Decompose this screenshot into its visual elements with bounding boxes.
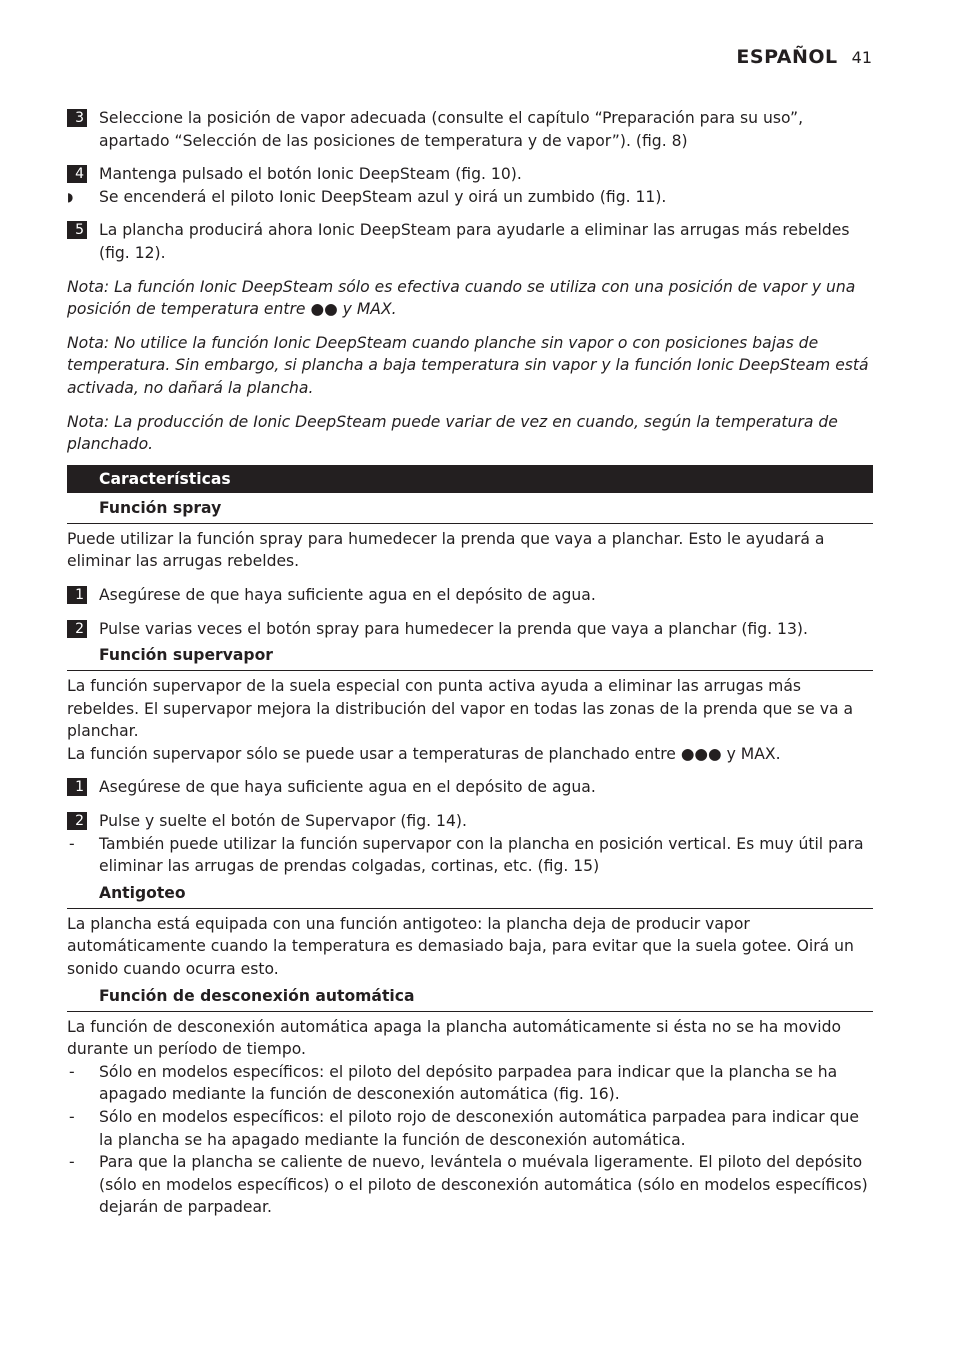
step-3 [67, 107, 873, 152]
bullet-dash: - [69, 1062, 75, 1081]
supervapor-heading: Función supervapor [67, 640, 873, 671]
result-arrow-icon: ◗ [67, 189, 74, 204]
antigoteo-heading: Antigoteo [67, 878, 873, 909]
bullet-dash: - [69, 1108, 75, 1126]
step-text: Seleccione la posición de vapor adecuada (consulte el capítulo “Preparación para su uso”, apartado “Selección de las posiciones de temperatura y de vapor”). (fig. 8) [99, 109, 804, 150]
autooff-bullet-2 [67, 1106, 873, 1151]
spray-step-1 [67, 584, 873, 607]
supervapor-step-2 [67, 810, 873, 833]
step-number: 1 [67, 586, 87, 604]
bullet-text: Sólo en modelos específicos: el piloto del depósito parpadea para indicar que la plancha se ha apagado mediante la función de desconexión automática (fig. 16). [99, 1062, 838, 1104]
step-4 [67, 163, 873, 186]
note-2: Nota: No utilice la función Ionic DeepSteam cuando planche sin vapor o con posiciones bajas de temperatura. Sin embargo, si plancha a baja temperatura sin vapor y la función Ionic DeepSteam está activada, no dañará la plancha. [67, 333, 869, 397]
supervapor-intro: La función supervapor de la suela especial con punta activa ayuda a eliminar las arrugas más rebeldes. El supervapor mejora la distribución del vapor en todas las zonas de la prenda que se va a planchar. [67, 677, 854, 741]
bullet-text: Para que la plancha se caliente de nuevo, levántela o muévala ligeramente. El piloto del depósito (sólo en modelos específicos) o el piloto de desconexión automática (sólo en modelos específicos) dejarán de parpadear. [99, 1153, 868, 1217]
antigoteo-text: La plancha está equipada con una función antigoteo: la plancha deja de producir vapor automáticamente cuando la temperatura es demasiado baja, para evitar que la suela gotee. Oirá un sonido cuando ocurra esto. [67, 914, 854, 979]
spray-step-2 [67, 618, 873, 641]
step-text: Pulse y suelte el botón de Supervapor (fig. 14). [99, 812, 467, 831]
page-number: 41 [851, 48, 872, 67]
autooff-bullet-3 [67, 1151, 873, 1219]
supervapor-step-1 [67, 776, 873, 799]
bullet-text: También puede utilizar la función supervapor con la plancha en posición vertical. Es muy útil para eliminar las arrugas de prendas colgadas, cortinas, etc. (fig. 15) [99, 834, 864, 876]
step-number: 5 [67, 221, 87, 239]
autooff-intro: La función de desconexión automática apaga la plancha automáticamente si ésta no se ha movido durante un período de tiempo. [67, 1017, 842, 1059]
bullet-dash: - [69, 1153, 75, 1172]
step-text: La plancha producirá ahora Ionic DeepSteam para ayudarle a eliminar las arrugas más rebeldes (fig. 12). [99, 221, 850, 262]
supervapor-temp-note: La función supervapor sólo se puede usar a temperaturas de planchado entre ●●● y MAX. [67, 744, 781, 763]
page-content [67, 107, 873, 1219]
spray-heading: Función spray [67, 493, 873, 524]
step-text: Asegúrese de que haya suficiente agua en el depósito de agua. [99, 778, 596, 797]
step-text: Pulse varias veces el botón spray para humedecer la prenda que vaya a planchar (fig. 13). [99, 619, 808, 638]
step-number: 4 [67, 165, 87, 183]
step-result [67, 186, 873, 209]
step-5 [67, 219, 873, 264]
supervapor-bullet [67, 833, 873, 878]
section-title: Características [67, 465, 873, 493]
step-text: Asegúrese de que haya suficiente agua en el depósito de agua. [99, 585, 596, 604]
autooff-bullet-1 [67, 1061, 873, 1106]
step-number: 2 [67, 812, 87, 830]
autooff-heading: Función de desconexión automática [67, 981, 873, 1012]
step-number: 2 [67, 620, 87, 638]
step-number: 1 [67, 778, 87, 796]
spray-intro: Puede utilizar la función spray para humedecer la prenda que vaya a planchar. Esto le ayudará a eliminar las arrugas rebeldes. [67, 529, 825, 571]
bullet-dash: - [69, 834, 75, 853]
note-1: Nota: La función Ionic DeepSteam sólo es efectiva cuando se utiliza con una posición de vapor y una posición de temperatura entre ●● y MAX. [67, 277, 856, 319]
note-3: Nota: La producción de Ionic DeepSteam puede variar de vez en cuando, según la temperatura de planchado. [67, 412, 838, 454]
step-text: Mantenga pulsado el botón Ionic DeepSteam (fig. 10). [99, 165, 522, 184]
step-number: 3 [67, 109, 87, 127]
page-header [736, 46, 872, 68]
language-label: ESPAÑOL [736, 46, 838, 68]
result-text: Se encenderá el piloto Ionic DeepSteam azul y oirá un zumbido (fig. 11). [99, 187, 667, 206]
bullet-text: Sólo en modelos específicos: el piloto rojo de desconexión automática parpadea para indicar que la plancha se ha apagado mediante la función de desconexión automática. [99, 1108, 860, 1149]
